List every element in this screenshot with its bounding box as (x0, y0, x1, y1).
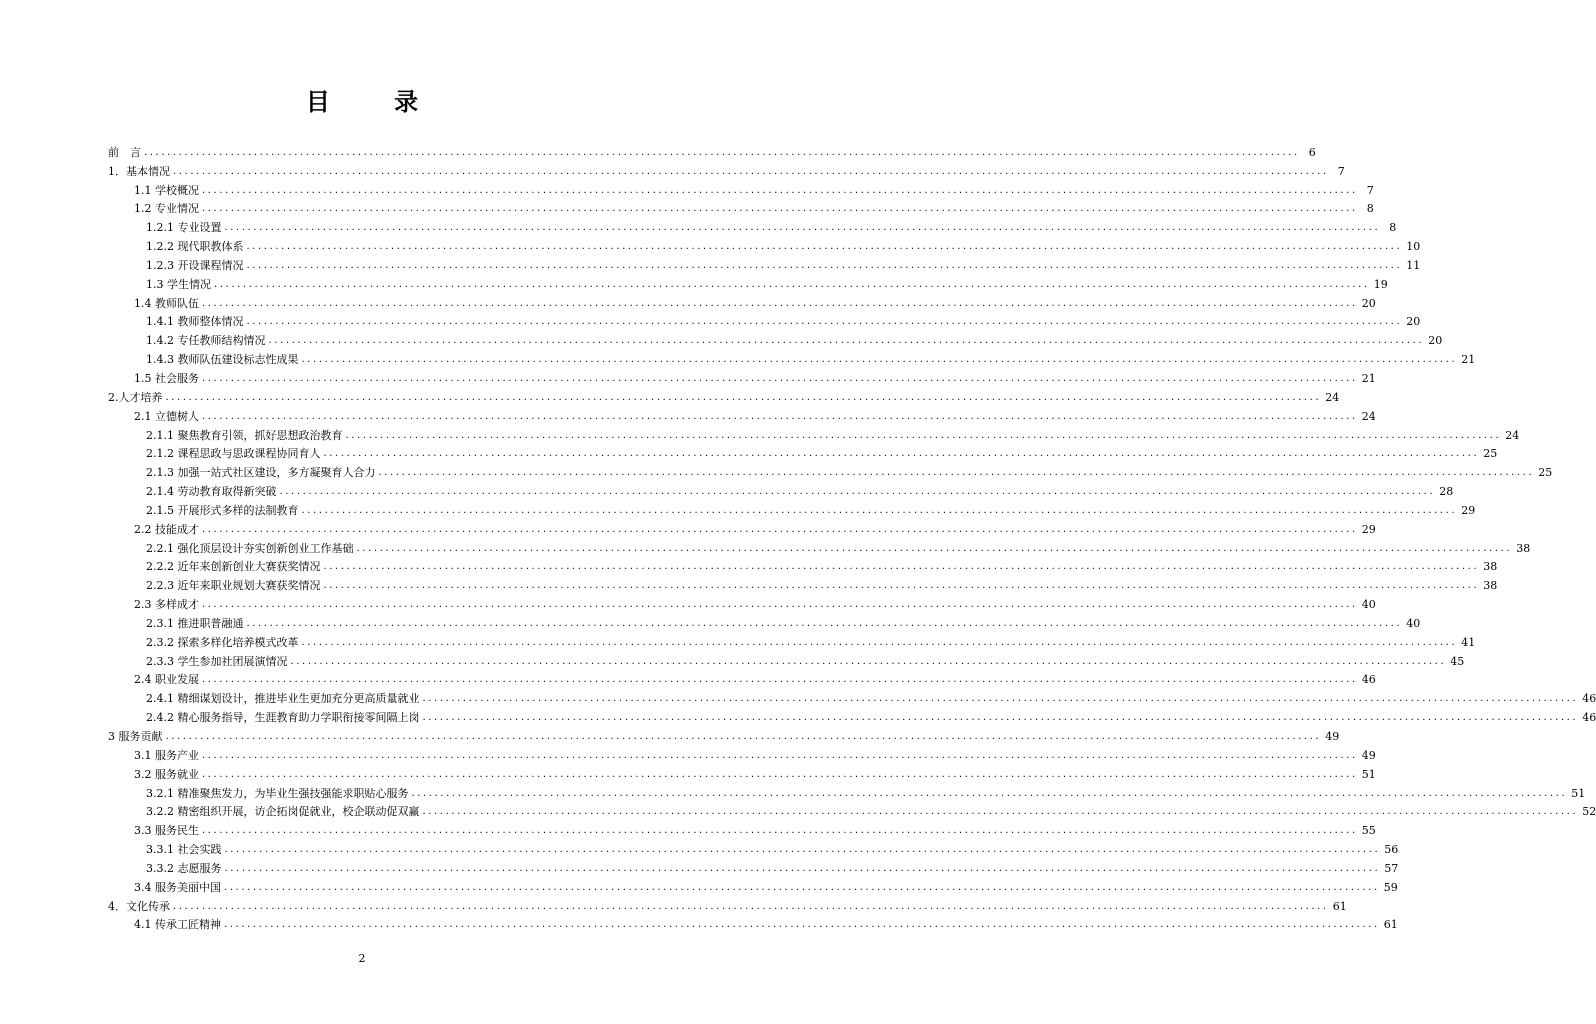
toc-dot-leader: ........................................................................................................................................................................................................ (165, 731, 1322, 742)
toc-entry-page: 41 (1461, 635, 1476, 649)
toc-entry-label: 3.3.1 社会实践 (146, 843, 222, 857)
toc-dot-leader: ........................................................................................................................................................................................................ (290, 655, 1447, 667)
toc-entry-page: 21 (1361, 371, 1376, 385)
toc-entry-label: 1.4.1 教师整体情况 (146, 315, 244, 329)
toc-entry-page: 56 (1384, 843, 1399, 857)
toc-dot-leader: ........................................................................................................................................................................................................ (323, 580, 1480, 592)
toc-dot-leader: ........................................................................................................................................................................................................ (202, 297, 1358, 309)
toc-entry[interactable] (108, 611, 1421, 630)
toc-entry-label: 2.4.2 精心服务指导，生涯教育助力学职衔接零间隔上岗 (146, 711, 420, 725)
toc-entry[interactable] (108, 818, 1376, 838)
toc-entry-page: 38 (1483, 579, 1498, 593)
toc-entry[interactable] (108, 328, 1443, 348)
toc-entry-page: 6 (1308, 145, 1316, 159)
toc-entry-page: 28 (1439, 485, 1454, 499)
toc-entry-page: 49 (1325, 730, 1340, 743)
toc-entry-label: 1.2 专业情况 (134, 202, 199, 216)
toc-dot-leader: ........................................................................................................................................................................................................ (144, 146, 1300, 158)
toc-entry-page: 24 (1325, 390, 1340, 404)
toc-dot-leader: ........................................................................................................................................................................................................ (202, 768, 1358, 780)
toc-entry-page: 57 (1384, 861, 1399, 875)
toc-entry-label: 4.1 传承工匠精神 (134, 918, 221, 932)
toc-entry-label: 前 言 (108, 145, 141, 159)
toc-entry[interactable] (108, 649, 1465, 668)
toc-entry[interactable] (108, 536, 1531, 555)
toc-entry-page: 61 (1332, 899, 1347, 913)
toc-entry-page: 61 (1383, 918, 1398, 932)
toc-dot-leader: ........................................................................................................................................................................................................ (411, 787, 1568, 799)
toc-entry-page: 45 (1450, 654, 1465, 668)
table-of-contents (108, 140, 1596, 932)
toc-entry-page: 40 (1361, 598, 1376, 612)
toc-dot-leader: ........................................................................................................................................................................................................ (422, 693, 1579, 705)
toc-dot-leader: ........................................................................................................................................................................................................ (422, 806, 1579, 818)
toc-entry-label: 2.1.3 加强一站式社区建设，多方凝聚育人合力 (146, 466, 376, 480)
toc-entry-label: 1.2.2 现代职教体系 (146, 240, 244, 254)
toc-entry-label: 4．文化传承 (108, 899, 170, 913)
toc-entry-page: 38 (1483, 560, 1498, 574)
page-title: 目 录 (305, 88, 447, 116)
toc-dot-leader: ........................................................................................................................................................................................................ (279, 486, 1436, 498)
toc-entry-label: 2.2.3 近年来职业规划大赛获奖情况 (146, 579, 321, 593)
toc-entry-page: 25 (1538, 466, 1553, 480)
toc-dot-leader: ........................................................................................................................................................................................................ (202, 825, 1358, 837)
toc-entry[interactable] (108, 385, 1340, 404)
toc-entry[interactable] (108, 724, 1340, 743)
toc-entry-label: 3.2.1 精准聚焦发力，为毕业生强技强能求职贴心服务 (146, 786, 409, 800)
toc-entry[interactable] (108, 366, 1376, 385)
toc-entry-page: 40 (1406, 616, 1421, 630)
toc-entry-label: 2.1.5 开展形式多样的法制教育 (146, 503, 299, 517)
toc-entry-label: 2.1.2 课程思政与思政课程协同育人 (146, 447, 321, 461)
toc-entry-label: 3.3 服务民生 (134, 824, 199, 838)
toc-entry-page: 20 (1406, 315, 1421, 329)
toc-entry[interactable] (108, 498, 1476, 517)
toc-entry-page: 51 (1571, 786, 1586, 800)
toc-entry-label: 2.4.1 精细谋划设计，推进毕业生更加充分更高质量就业 (146, 692, 420, 706)
toc-entry-page: 46 (1361, 673, 1376, 687)
toc-entry-label: 1.5 社会服务 (134, 371, 199, 385)
toc-entry-page: 51 (1361, 767, 1376, 781)
toc-entry-label: 2.3.3 学生参加社团展演情况 (146, 654, 288, 668)
toc-entry-label: 3.2 服务就业 (134, 767, 199, 781)
toc-entry[interactable] (108, 310, 1421, 329)
toc-entry-page: 52 (1582, 805, 1596, 819)
toc-dot-leader: ........................................................................................................................................................................................................ (356, 542, 1513, 554)
page-number: 2 (358, 952, 366, 965)
toc-dot-leader: ........................................................................................................................................................................................................ (246, 316, 1403, 328)
toc-entry[interactable] (108, 856, 1399, 875)
toc-entry[interactable] (108, 347, 1476, 367)
toc-entry[interactable] (108, 800, 1596, 819)
toc-dot-leader: ........................................................................................................................................................................................................ (202, 372, 1358, 384)
toc-entry-page: 25 (1483, 447, 1498, 461)
toc-entry-label: 1.4.3 教师队伍建设标志性成果 (146, 353, 299, 367)
toc-entry-page: 59 (1383, 880, 1398, 894)
toc-dot-leader: ........................................................................................................................................................................................................ (224, 222, 1381, 234)
toc-entry-label: 2.2.1 强化顶层设计夯实创新创业工作基础 (146, 541, 354, 555)
toc-entry[interactable] (108, 140, 1316, 159)
toc-entry-label: 3.4 服务美丽中国 (134, 880, 221, 894)
toc-entry-page: 24 (1505, 428, 1520, 442)
toc-entry[interactable] (108, 442, 1498, 461)
toc-entry-page: 7 (1366, 183, 1374, 197)
toc-entry-label: 2.1 立德树人 (134, 409, 199, 423)
toc-entry-label: 2.3.1 推进职普融通 (146, 616, 244, 630)
toc-entry[interactable] (108, 272, 1388, 291)
toc-entry[interactable] (108, 404, 1376, 423)
toc-entry[interactable] (108, 743, 1376, 762)
toc-entry-page: 29 (1361, 522, 1376, 536)
toc-entry-page: 38 (1516, 541, 1531, 555)
toc-entry[interactable] (108, 479, 1454, 499)
toc-entry-label: 1.3 学生情况 (146, 277, 211, 291)
toc-entry-page: 46 (1582, 711, 1596, 725)
toc-dot-leader: ........................................................................................................................................................................................................ (202, 674, 1358, 686)
toc-entry-label: 1.2.1 专业设置 (146, 221, 222, 235)
toc-entry-label: 2.2.2 近年来创新创业大赛获奖情况 (146, 560, 321, 574)
toc-entry[interactable] (108, 630, 1476, 649)
toc-entry-page: 8 (1366, 202, 1374, 216)
toc-entry-page: 24 (1361, 409, 1376, 423)
toc-entry[interactable] (108, 555, 1498, 574)
toc-entry-page: 8 (1389, 221, 1397, 235)
toc-dot-leader: ........................................................................................................................................................................................................ (323, 448, 1480, 460)
toc-dot-leader: ........................................................................................................................................................................................................ (224, 862, 1381, 874)
toc-entry-label: 1.4 教师队伍 (134, 296, 199, 310)
toc-entry[interactable] (108, 573, 1498, 593)
toc-entry-label: 2.3.2 探索多样化培养模式改革 (146, 635, 299, 649)
toc-dot-leader: ........................................................................................................................................................................................................ (301, 354, 1458, 366)
toc-entry-label: 3 服务贡献 (108, 730, 163, 743)
toc-dot-leader: ........................................................................................................................................................................................................ (224, 881, 1380, 893)
toc-entry[interactable] (108, 423, 1520, 442)
toc-entry-page: 11 (1406, 258, 1421, 272)
toc-entry-label: 2.1.4 劳动教育取得新突破 (146, 485, 277, 499)
toc-entry-label: 2.4 职业发展 (134, 673, 199, 687)
toc-entry-label: 1．基本情况 (108, 164, 170, 178)
toc-dot-leader: ........................................................................................................................................................................................................ (224, 844, 1381, 856)
toc-entry-label: 2.人才培养 (108, 390, 163, 404)
toc-entry[interactable] (108, 913, 1398, 932)
toc-dot-leader: ........................................................................................................................................................................................................ (301, 636, 1458, 648)
toc-entry[interactable] (108, 668, 1376, 687)
toc-entry-label: 3.2.2 精密组织开展，访企拓岗促就业，校企联动促双赢 (146, 805, 420, 819)
toc-entry-page: 29 (1461, 503, 1476, 517)
toc-entry-label: 2.3 多样成才 (134, 598, 199, 612)
toc-dot-leader: ........................................................................................................................................................................................................ (165, 391, 1322, 403)
toc-entry[interactable] (108, 894, 1347, 913)
toc-dot-leader: ........................................................................................................................................................................................................ (202, 749, 1358, 761)
toc-entry-label: 1.2.3 开设课程情况 (146, 258, 244, 272)
toc-entry-page: 49 (1361, 748, 1376, 762)
toc-entry[interactable] (108, 460, 1553, 480)
toc-dot-leader: ........................................................................................................................................................................................................ (246, 259, 1403, 271)
toc-dot-leader: ........................................................................................................................................................................................................ (301, 504, 1458, 516)
toc-entry[interactable] (108, 215, 1397, 235)
toc-entry[interactable] (108, 686, 1596, 706)
toc-entry-label: 2.2 技能成才 (134, 522, 199, 536)
toc-dot-leader: ........................................................................................................................................................................................................ (422, 712, 1579, 724)
toc-entry[interactable] (108, 875, 1398, 894)
toc-dot-leader: ........................................................................................................................................................................................................ (268, 335, 1425, 347)
toc-entry[interactable] (108, 762, 1376, 781)
toc-entry-page: 46 (1582, 692, 1596, 706)
toc-entry[interactable] (108, 291, 1376, 310)
toc-dot-leader: ........................................................................................................................................................................................................ (378, 467, 1535, 479)
toc-entry[interactable] (108, 234, 1421, 254)
toc-dot-leader: ........................................................................................................................................................................................................ (173, 900, 1329, 912)
toc-entry[interactable] (108, 837, 1399, 857)
toc-dot-leader: ........................................................................................................................................................................................................ (224, 919, 1380, 931)
toc-entry[interactable] (108, 197, 1374, 216)
toc-dot-leader: ........................................................................................................................................................................................................ (202, 203, 1358, 215)
toc-entry-page: 7 (1337, 164, 1345, 178)
toc-entry[interactable] (108, 781, 1586, 800)
toc-entry[interactable] (108, 253, 1421, 272)
toc-dot-leader: ........................................................................................................................................................................................................ (214, 278, 1370, 290)
toc-entry[interactable] (108, 517, 1376, 536)
toc-entry-page: 10 (1406, 240, 1421, 254)
toc-entry-label: 3.3.2 志愿服务 (146, 861, 222, 875)
toc-entry-label: 3.1 服务产业 (134, 748, 199, 762)
toc-entry[interactable] (108, 705, 1596, 725)
toc-dot-leader: ........................................................................................................................................................................................................ (202, 599, 1358, 611)
toc-dot-leader: ........................................................................................................................................................................................................ (202, 523, 1358, 535)
toc-entry[interactable] (108, 178, 1374, 197)
toc-entry-page: 20 (1428, 334, 1443, 348)
toc-entry-label: 2.1.1 聚焦教育引领，抓好思想政治教育 (146, 428, 343, 442)
toc-entry-page: 55 (1361, 824, 1376, 838)
toc-dot-leader: ........................................................................................................................................................................................................ (246, 241, 1403, 253)
toc-entry[interactable] (108, 159, 1345, 178)
toc-entry[interactable] (108, 592, 1376, 612)
toc-entry-label: 1.4.2 专任教师结构情况 (146, 334, 266, 348)
toc-dot-leader: ........................................................................................................................................................................................................ (202, 410, 1358, 422)
toc-dot-leader: ........................................................................................................................................................................................................ (345, 429, 1502, 441)
toc-dot-leader: ........................................................................................................................................................................................................ (173, 165, 1329, 177)
toc-dot-leader: ........................................................................................................................................................................................................ (246, 617, 1403, 629)
toc-entry-page: 19 (1373, 277, 1388, 291)
toc-dot-leader: ........................................................................................................................................................................................................ (202, 184, 1358, 196)
toc-entry-page: 21 (1461, 353, 1476, 367)
toc-dot-leader: ........................................................................................................................................................................................................ (323, 561, 1480, 573)
toc-entry-label: 1.1 学校概况 (134, 183, 199, 197)
toc-entry-page: 20 (1361, 296, 1376, 310)
